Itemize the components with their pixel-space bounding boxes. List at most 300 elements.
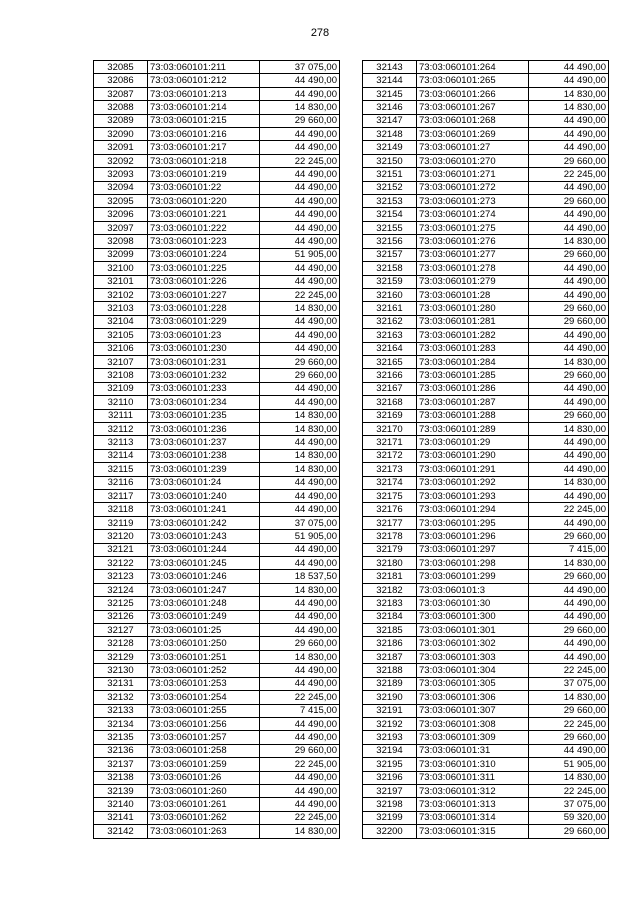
table-row: [94, 141, 340, 154]
table-row: [363, 597, 609, 610]
row-number-cell: 32119: [94, 516, 148, 529]
value-cell: 29 660,00: [260, 355, 340, 368]
row-number-cell: 32144: [363, 74, 417, 87]
value-cell: 44 490,00: [260, 771, 340, 784]
row-number-cell: 32133: [94, 704, 148, 717]
cadastral-number-cell: 73:03:060101:269: [417, 128, 529, 141]
row-number-cell: 32189: [363, 677, 417, 690]
cadastral-number-cell: 73:03:060101:211: [148, 61, 260, 74]
row-number-cell: 32137: [94, 758, 148, 771]
table-row: [363, 771, 609, 784]
cadastral-number-cell: 73:03:060101:285: [417, 369, 529, 382]
table-row: [363, 195, 609, 208]
table-row: [94, 181, 340, 194]
table-row: [363, 744, 609, 757]
cadastral-number-cell: 73:03:060101:243: [148, 530, 260, 543]
row-number-cell: 32098: [94, 235, 148, 248]
cadastral-number-cell: 73:03:060101:262: [148, 811, 260, 824]
value-cell: 44 490,00: [260, 235, 340, 248]
cadastral-number-cell: 73:03:060101:287: [417, 396, 529, 409]
table-row: [363, 141, 609, 154]
value-cell: 44 490,00: [260, 396, 340, 409]
cadastral-number-cell: 73:03:060101:253: [148, 677, 260, 690]
table-row: [363, 717, 609, 730]
table-row: [94, 664, 340, 677]
table-row: [363, 490, 609, 503]
table-row: [94, 744, 340, 757]
value-cell: 37 075,00: [529, 798, 609, 811]
value-cell: 44 490,00: [260, 315, 340, 328]
row-number-cell: 32140: [94, 798, 148, 811]
row-number-cell: 32178: [363, 530, 417, 543]
row-number-cell: 32194: [363, 744, 417, 757]
table-row: [94, 329, 340, 342]
table-row: [363, 543, 609, 556]
cadastral-number-cell: 73:03:060101:281: [417, 315, 529, 328]
row-number-cell: 32101: [94, 275, 148, 288]
table-row: [94, 288, 340, 301]
table-row: [363, 61, 609, 74]
row-number-cell: 32147: [363, 114, 417, 127]
table-row: [94, 262, 340, 275]
value-cell: 44 490,00: [260, 784, 340, 797]
table-row: [363, 704, 609, 717]
table-row: [94, 221, 340, 234]
row-number-cell: 32132: [94, 691, 148, 704]
value-cell: 29 660,00: [529, 369, 609, 382]
row-number-cell: 32113: [94, 436, 148, 449]
table-row: [363, 637, 609, 650]
row-number-cell: 32112: [94, 422, 148, 435]
table-row: [363, 570, 609, 583]
row-number-cell: 32085: [94, 61, 148, 74]
row-number-cell: 32170: [363, 422, 417, 435]
row-number-cell: 32121: [94, 543, 148, 556]
row-number-cell: 32167: [363, 382, 417, 395]
row-number-cell: 32109: [94, 382, 148, 395]
table-row: [94, 208, 340, 221]
row-number-cell: 32110: [94, 396, 148, 409]
cadastral-number-cell: 73:03:060101:270: [417, 154, 529, 167]
table-row: [363, 275, 609, 288]
table-row: [363, 101, 609, 114]
value-cell: 44 490,00: [260, 329, 340, 342]
value-cell: 59 320,00: [529, 811, 609, 824]
value-cell: 14 830,00: [529, 691, 609, 704]
row-number-cell: 32184: [363, 610, 417, 623]
value-cell: 22 245,00: [529, 503, 609, 516]
table-row: [94, 275, 340, 288]
cadastral-number-cell: 73:03:060101:305: [417, 677, 529, 690]
value-cell: 44 490,00: [260, 275, 340, 288]
table-row: [363, 329, 609, 342]
value-cell: 37 075,00: [260, 516, 340, 529]
cadastral-number-cell: 73:03:060101:274: [417, 208, 529, 221]
value-cell: 22 245,00: [529, 664, 609, 677]
cadastral-number-cell: 73:03:060101:240: [148, 490, 260, 503]
table-row: [94, 503, 340, 516]
value-cell: 29 660,00: [529, 570, 609, 583]
cadastral-number-cell: 73:03:060101:314: [417, 811, 529, 824]
row-number-cell: 32171: [363, 436, 417, 449]
cadastral-number-cell: 73:03:060101:242: [148, 516, 260, 529]
value-cell: 44 490,00: [529, 650, 609, 663]
row-number-cell: 32165: [363, 355, 417, 368]
row-number-cell: 32095: [94, 195, 148, 208]
cadastral-number-cell: 73:03:060101:255: [148, 704, 260, 717]
cadastral-number-cell: 73:03:060101:278: [417, 262, 529, 275]
cadastral-number-cell: 73:03:060101:233: [148, 382, 260, 395]
value-cell: 44 490,00: [529, 114, 609, 127]
row-number-cell: 32090: [94, 128, 148, 141]
cadastral-number-cell: 73:03:060101:246: [148, 570, 260, 583]
value-cell: 44 490,00: [260, 221, 340, 234]
value-cell: 44 490,00: [260, 597, 340, 610]
value-cell: 29 660,00: [529, 195, 609, 208]
table-row: [94, 128, 340, 141]
row-number-cell: 32191: [363, 704, 417, 717]
value-cell: 14 830,00: [529, 557, 609, 570]
table-row: [363, 342, 609, 355]
row-number-cell: 32188: [363, 664, 417, 677]
row-number-cell: 32181: [363, 570, 417, 583]
value-cell: 44 490,00: [260, 342, 340, 355]
row-number-cell: 32145: [363, 87, 417, 100]
value-cell: 44 490,00: [529, 463, 609, 476]
cadastral-number-cell: 73:03:060101:30: [417, 597, 529, 610]
table-row: [94, 154, 340, 167]
value-cell: 44 490,00: [260, 624, 340, 637]
value-cell: 44 490,00: [529, 583, 609, 596]
table-row: [363, 624, 609, 637]
cadastral-number-cell: 73:03:060101:223: [148, 235, 260, 248]
cadastral-number-cell: 73:03:060101:212: [148, 74, 260, 87]
table-row: [94, 637, 340, 650]
table-row: [363, 208, 609, 221]
value-cell: 29 660,00: [529, 248, 609, 261]
table-row: [94, 436, 340, 449]
value-cell: 14 830,00: [260, 302, 340, 315]
cadastral-number-cell: 73:03:060101:248: [148, 597, 260, 610]
cadastral-number-cell: 73:03:060101:280: [417, 302, 529, 315]
table-row: [94, 101, 340, 114]
value-cell: 44 490,00: [260, 731, 340, 744]
row-number-cell: 32175: [363, 490, 417, 503]
cadastral-number-cell: 73:03:060101:218: [148, 154, 260, 167]
row-number-cell: 32105: [94, 329, 148, 342]
table-row: [94, 557, 340, 570]
row-number-cell: 32130: [94, 664, 148, 677]
value-cell: 44 490,00: [529, 61, 609, 74]
row-number-cell: 32102: [94, 288, 148, 301]
value-cell: 44 490,00: [529, 329, 609, 342]
cadastral-number-cell: 73:03:060101:257: [148, 731, 260, 744]
cadastral-number-cell: 73:03:060101:261: [148, 798, 260, 811]
row-number-cell: 32104: [94, 315, 148, 328]
row-number-cell: 32114: [94, 449, 148, 462]
cadastral-number-cell: 73:03:060101:292: [417, 476, 529, 489]
cadastral-number-cell: 73:03:060101:217: [148, 141, 260, 154]
cadastral-number-cell: 73:03:060101:24: [148, 476, 260, 489]
table-row: [94, 342, 340, 355]
row-number-cell: 32182: [363, 583, 417, 596]
table-row: [94, 422, 340, 435]
table-row: [94, 704, 340, 717]
table-row: [94, 771, 340, 784]
value-cell: 29 660,00: [529, 825, 609, 838]
table-row: [94, 396, 340, 409]
cadastral-number-cell: 73:03:060101:304: [417, 664, 529, 677]
row-number-cell: 32168: [363, 396, 417, 409]
table-row: [363, 677, 609, 690]
value-cell: 44 490,00: [529, 342, 609, 355]
row-number-cell: 32195: [363, 758, 417, 771]
cadastral-number-cell: 73:03:060101:288: [417, 409, 529, 422]
row-number-cell: 32150: [363, 154, 417, 167]
cadastral-number-cell: 73:03:060101:250: [148, 637, 260, 650]
table-row: [94, 114, 340, 127]
row-number-cell: 32157: [363, 248, 417, 261]
row-number-cell: 32183: [363, 597, 417, 610]
value-cell: 44 490,00: [260, 128, 340, 141]
table-row: [363, 422, 609, 435]
row-number-cell: 32117: [94, 490, 148, 503]
table-row: [363, 181, 609, 194]
value-cell: 29 660,00: [260, 637, 340, 650]
cadastral-number-cell: 73:03:060101:310: [417, 758, 529, 771]
table-row: [363, 503, 609, 516]
value-cell: 51 905,00: [260, 248, 340, 261]
table-row: [363, 476, 609, 489]
value-cell: 22 245,00: [529, 717, 609, 730]
value-cell: 37 075,00: [260, 61, 340, 74]
value-cell: 18 537,50: [260, 570, 340, 583]
table-row: [94, 731, 340, 744]
row-number-cell: 32086: [94, 74, 148, 87]
value-cell: 14 830,00: [529, 355, 609, 368]
value-cell: 44 490,00: [529, 262, 609, 275]
table-row: [363, 784, 609, 797]
table-row: [363, 798, 609, 811]
table-row: [94, 691, 340, 704]
table-row: [363, 168, 609, 181]
row-number-cell: 32107: [94, 355, 148, 368]
row-number-cell: 32196: [363, 771, 417, 784]
table-row: [363, 248, 609, 261]
cadastral-number-cell: 73:03:060101:28: [417, 288, 529, 301]
row-number-cell: 32151: [363, 168, 417, 181]
cadastral-number-cell: 73:03:060101:293: [417, 490, 529, 503]
value-cell: 51 905,00: [260, 530, 340, 543]
value-cell: 29 660,00: [529, 624, 609, 637]
left-table: [93, 60, 340, 839]
value-cell: 44 490,00: [529, 436, 609, 449]
cadastral-number-cell: 73:03:060101:307: [417, 704, 529, 717]
value-cell: 44 490,00: [260, 87, 340, 100]
cadastral-number-cell: 73:03:060101:275: [417, 221, 529, 234]
table-row: [363, 610, 609, 623]
cadastral-number-cell: 73:03:060101:221: [148, 208, 260, 221]
row-number-cell: 32199: [363, 811, 417, 824]
cadastral-number-cell: 73:03:060101:283: [417, 342, 529, 355]
right-table: [362, 60, 609, 839]
cadastral-number-cell: 73:03:060101:26: [148, 771, 260, 784]
row-number-cell: 32187: [363, 650, 417, 663]
row-number-cell: 32138: [94, 771, 148, 784]
cadastral-number-cell: 73:03:060101:247: [148, 583, 260, 596]
row-number-cell: 32135: [94, 731, 148, 744]
row-number-cell: 32126: [94, 610, 148, 623]
value-cell: 44 490,00: [529, 128, 609, 141]
table-row: [94, 717, 340, 730]
row-number-cell: 32161: [363, 302, 417, 315]
value-cell: 14 830,00: [260, 101, 340, 114]
value-cell: 44 490,00: [260, 168, 340, 181]
cadastral-number-cell: 73:03:060101:273: [417, 195, 529, 208]
cadastral-number-cell: 73:03:060101:286: [417, 382, 529, 395]
table-row: [94, 315, 340, 328]
cadastral-number-cell: 73:03:060101:252: [148, 664, 260, 677]
value-cell: 44 490,00: [260, 476, 340, 489]
value-cell: 14 830,00: [260, 422, 340, 435]
value-cell: 44 490,00: [260, 74, 340, 87]
cadastral-number-cell: 73:03:060101:22: [148, 181, 260, 194]
row-number-cell: 32088: [94, 101, 148, 114]
cadastral-number-cell: 73:03:060101:299: [417, 570, 529, 583]
cadastral-number-cell: 73:03:060101:244: [148, 543, 260, 556]
row-number-cell: 32092: [94, 154, 148, 167]
row-number-cell: 32174: [363, 476, 417, 489]
row-number-cell: 32179: [363, 543, 417, 556]
row-number-cell: 32153: [363, 195, 417, 208]
cadastral-number-cell: 73:03:060101:220: [148, 195, 260, 208]
value-cell: 44 490,00: [529, 221, 609, 234]
table-row: [94, 87, 340, 100]
cadastral-number-cell: 73:03:060101:312: [417, 784, 529, 797]
cadastral-number-cell: 73:03:060101:303: [417, 650, 529, 663]
cadastral-number-cell: 73:03:060101:251: [148, 650, 260, 663]
row-number-cell: 32136: [94, 744, 148, 757]
row-number-cell: 32111: [94, 409, 148, 422]
value-cell: 44 490,00: [260, 610, 340, 623]
value-cell: 44 490,00: [529, 396, 609, 409]
table-row: [363, 583, 609, 596]
row-number-cell: 32115: [94, 463, 148, 476]
table-row: [363, 396, 609, 409]
row-number-cell: 32200: [363, 825, 417, 838]
value-cell: 29 660,00: [529, 154, 609, 167]
table-row: [94, 463, 340, 476]
value-cell: 22 245,00: [260, 811, 340, 824]
row-number-cell: 32152: [363, 181, 417, 194]
cadastral-number-cell: 73:03:060101:216: [148, 128, 260, 141]
value-cell: 44 490,00: [260, 208, 340, 221]
cadastral-number-cell: 73:03:060101:239: [148, 463, 260, 476]
value-cell: 44 490,00: [529, 610, 609, 623]
value-cell: 29 660,00: [529, 704, 609, 717]
table-row: [363, 436, 609, 449]
value-cell: 14 830,00: [529, 87, 609, 100]
row-number-cell: 32143: [363, 61, 417, 74]
row-number-cell: 32128: [94, 637, 148, 650]
cadastral-number-cell: 73:03:060101:219: [148, 168, 260, 181]
row-number-cell: 32099: [94, 248, 148, 261]
table-row: [363, 114, 609, 127]
row-number-cell: 32149: [363, 141, 417, 154]
row-number-cell: 32097: [94, 221, 148, 234]
cadastral-number-cell: 73:03:060101:284: [417, 355, 529, 368]
row-number-cell: 32127: [94, 624, 148, 637]
row-number-cell: 32142: [94, 825, 148, 838]
cadastral-number-cell: 73:03:060101:214: [148, 101, 260, 114]
value-cell: 14 830,00: [260, 583, 340, 596]
cadastral-number-cell: 73:03:060101:289: [417, 422, 529, 435]
value-cell: 44 490,00: [529, 275, 609, 288]
row-number-cell: 32148: [363, 128, 417, 141]
value-cell: 44 490,00: [260, 798, 340, 811]
cadastral-number-cell: 73:03:060101:258: [148, 744, 260, 757]
row-number-cell: 32172: [363, 449, 417, 462]
cadastral-number-cell: 73:03:060101:215: [148, 114, 260, 127]
row-number-cell: 32193: [363, 731, 417, 744]
table-row: [94, 369, 340, 382]
value-cell: 22 245,00: [260, 691, 340, 704]
value-cell: 44 490,00: [260, 382, 340, 395]
table-row: [94, 195, 340, 208]
value-cell: 7 415,00: [260, 704, 340, 717]
row-number-cell: 32093: [94, 168, 148, 181]
cadastral-number-cell: 73:03:060101:29: [417, 436, 529, 449]
table-row: [94, 449, 340, 462]
value-cell: 29 660,00: [529, 315, 609, 328]
table-row: [94, 168, 340, 181]
table-row: [94, 798, 340, 811]
value-cell: 44 490,00: [260, 543, 340, 556]
table-row: [94, 677, 340, 690]
table-row: [94, 355, 340, 368]
row-number-cell: 32123: [94, 570, 148, 583]
value-cell: 14 830,00: [529, 101, 609, 114]
table-row: [363, 449, 609, 462]
cadastral-number-cell: 73:03:060101:249: [148, 610, 260, 623]
row-number-cell: 32141: [94, 811, 148, 824]
table-row: [94, 811, 340, 824]
table-row: [363, 382, 609, 395]
value-cell: 22 245,00: [529, 168, 609, 181]
table-row: [363, 731, 609, 744]
cadastral-number-cell: 73:03:060101:237: [148, 436, 260, 449]
value-cell: 14 830,00: [529, 476, 609, 489]
row-number-cell: 32122: [94, 557, 148, 570]
table-row: [363, 758, 609, 771]
cadastral-number-cell: 73:03:060101:231: [148, 355, 260, 368]
value-cell: 44 490,00: [529, 597, 609, 610]
value-cell: 14 830,00: [529, 422, 609, 435]
cadastral-number-cell: 73:03:060101:309: [417, 731, 529, 744]
cadastral-number-cell: 73:03:060101:241: [148, 503, 260, 516]
value-cell: 44 490,00: [260, 141, 340, 154]
table-row: [363, 664, 609, 677]
value-cell: 44 490,00: [260, 436, 340, 449]
cadastral-number-cell: 73:03:060101:291: [417, 463, 529, 476]
cadastral-number-cell: 73:03:060101:213: [148, 87, 260, 100]
cadastral-number-cell: 73:03:060101:311: [417, 771, 529, 784]
cadastral-number-cell: 73:03:060101:259: [148, 758, 260, 771]
cadastral-number-cell: 73:03:060101:277: [417, 248, 529, 261]
row-number-cell: 32087: [94, 87, 148, 100]
row-number-cell: 32139: [94, 784, 148, 797]
cadastral-number-cell: 73:03:060101:256: [148, 717, 260, 730]
